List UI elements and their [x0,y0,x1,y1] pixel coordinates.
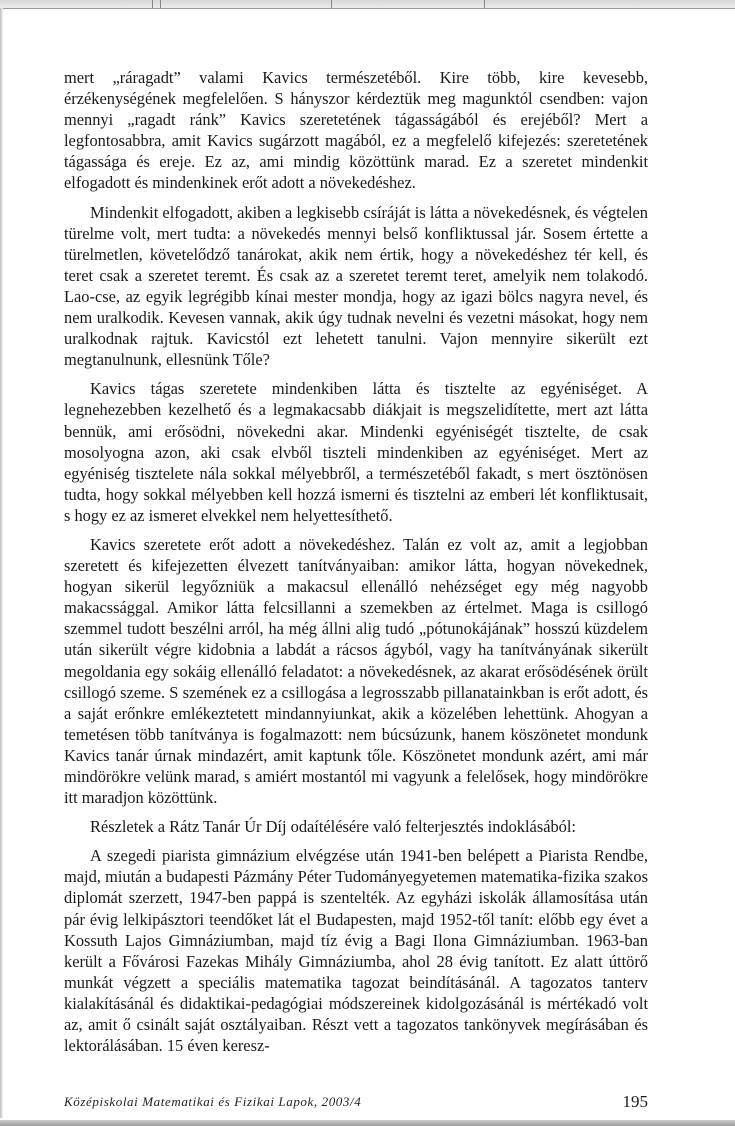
scan-edge-top [0,0,735,9]
journal-citation: Középiskolai Matematikai és Fizikai Lapok, 2003/4 [64,1094,362,1109]
page-footer [64,1092,648,1114]
paragraph: A szegedi piarista gimnázium elvégzése után 1941-ben belépett a Piarista Rendbe, majd, miután a budapesti Pázmány Péter Tudományegyetemen matematika-fizika szakos diplomát szerzett, 1947-ben pappá is szentelték. Az egyházi iskolák államosítása után pár évig lelkipásztori teendőket lát el Budapesten, majd 1952-től tanít: előbb egy évet a Kossuth Lajos Gimnáziumban, majd tíz évig a Bagi Ilona Gimnáziumban. 1963-ban került a Fővárosi Fazekas Mihály Gimnáziumba, ahol 28 évig tanított. Ez alatt úttörő munkát végzett a speciális matematika tagozat beindításánál. A tagozatos tanterv kialakításánál és didaktikai-pedagógiai módszereinek kidolgozásánál is mértékadó volt az, amit ő csinált saját osztályaiban. Részt vett a tagozatos tankönyvek megírásában és lektorálásában. 15 éven keresz- [64,846,648,1056]
scan-edge-bottom [0,1120,735,1126]
section-intro: Részletek a Rátz Tanár Úr Díj odaítélésére való felterjesztés indoklásából: [90,817,576,837]
scan-edge-left [0,8,3,1118]
scan-artifact [331,0,332,8]
page-number: 195 [622,1092,648,1111]
paragraph: Kavics tágas szeretete mindenkiben látta és tisztelte az egyéniséget. A legnehezebben kezelhető és a legmakacsabb diákjait is megszelidítette, mert azt látta bennük, ami erősödni, növekedni akar. Mindenki egyéniségét tisztelte, de csak mosolyogna azon, aki csak elvből tiszteli mindenkiben az egyéniséget. Mert az egyéniség tisztelete nála sokkal mélyebbről, a természetéből fakadt, s mert ösztönösen tudta, hogy sokkal mélyebben kell hozzá ismerni és tisztelni az emberi lét konfliktusait, s hogy ez az ismeret elvekkel nem helyettesíthető. [64,379,648,525]
paragraph: Mindenkit elfogadott, akiben a legkisebb csíráját is látta a növekedésnek, és végtelen türelme volt, mert tudta: a növekedés mennyi belső konfliktussal jár. Sosem értette a türelmetlen, követelődző tanárokat, akik nem értik, hogy a növekedéshez tér kell, és teret csak a szeretet teremt. És csak az a szeretet teremt teret, amelyik nem tolakodó. Lao-cse, az egyik legrégibb kínai mester mondja, hogy az igazi bölcs nagyra nevel, és nem uralkodik. Kevesen vannak, akik úgy tudnak nevelni és vezetni másokat, hogy nem uralkodnak rajtuk. Kavicstól ezt lehetett tanulni. Vajon mennyire sikerült ezt megtanulnunk, ellesnünk Tőle? [64,202,648,370]
paragraph: mert „ráragadt” valami Kavics természetéből. Kire több, kire kevesebb, érzékenységének megfelelően. S hányszor kérdeztük meg magunktól csendben: vajon mennyi „ragadt ránk” Kavics szeretetének tágasságából és erejéből? Mert a legfontosabbra, amit Kavics sugárzott magából, ez a megfelelő kifejezés: szeretetének tágassága és ereje. Ez az, ami mindig közöttünk marad. Ez a szeretet mindenkit elfogadott és mindenkinek erőt adott a növekedéshez. [64,68,648,193]
paragraph: Kavics szeretete erőt adott a növekedéshez. Talán ez volt az, amit a legjobban szeretett és kifejezetten élvezett tanítványaiban: amikor látta, hogyan növekednek, hogyan sikerül legyőzniük a makacsul ellenálló nehézséget egy még nagyobb makacssággal. Amikor látta felcsillanni a szemekben az értelmet. Maga is csillogó szemmel tudott beszélni arról, ha még állni alig tudó „pótunokájának” hosszú küzdelem után sikerült végre kidobnia a labdát a rácsos ágyból, vagy ha tanítványának sikerült megoldania egy sokáig ellenálló feladatot: a növekedésnek, az akarat erősödésének örült csillogó szeme. S szemének ez a csillogása a legrosszabb pillanatainkban is erőt adott, és a saját erőnkre emlékeztetett mindannyiunkat, akik a közelében lehettünk. Ahogyan a temetésen több tanítványa is fogalmazott: nem búcsúzunk, hanem köszönetet mondunk Kavics tanár úrnak mindazért, amit kaptunk tőle. Köszönetet mondunk azért, ami már mindörökre velünk marad, s amiért mostantól mi vagyunk a felelősek, hogy mindörökre itt maradjon közöttünk. [64,534,648,808]
scan-artifact [484,0,485,8]
scan-artifact [160,0,161,8]
article-body [64,67,648,1064]
scan-artifact [152,0,153,8]
